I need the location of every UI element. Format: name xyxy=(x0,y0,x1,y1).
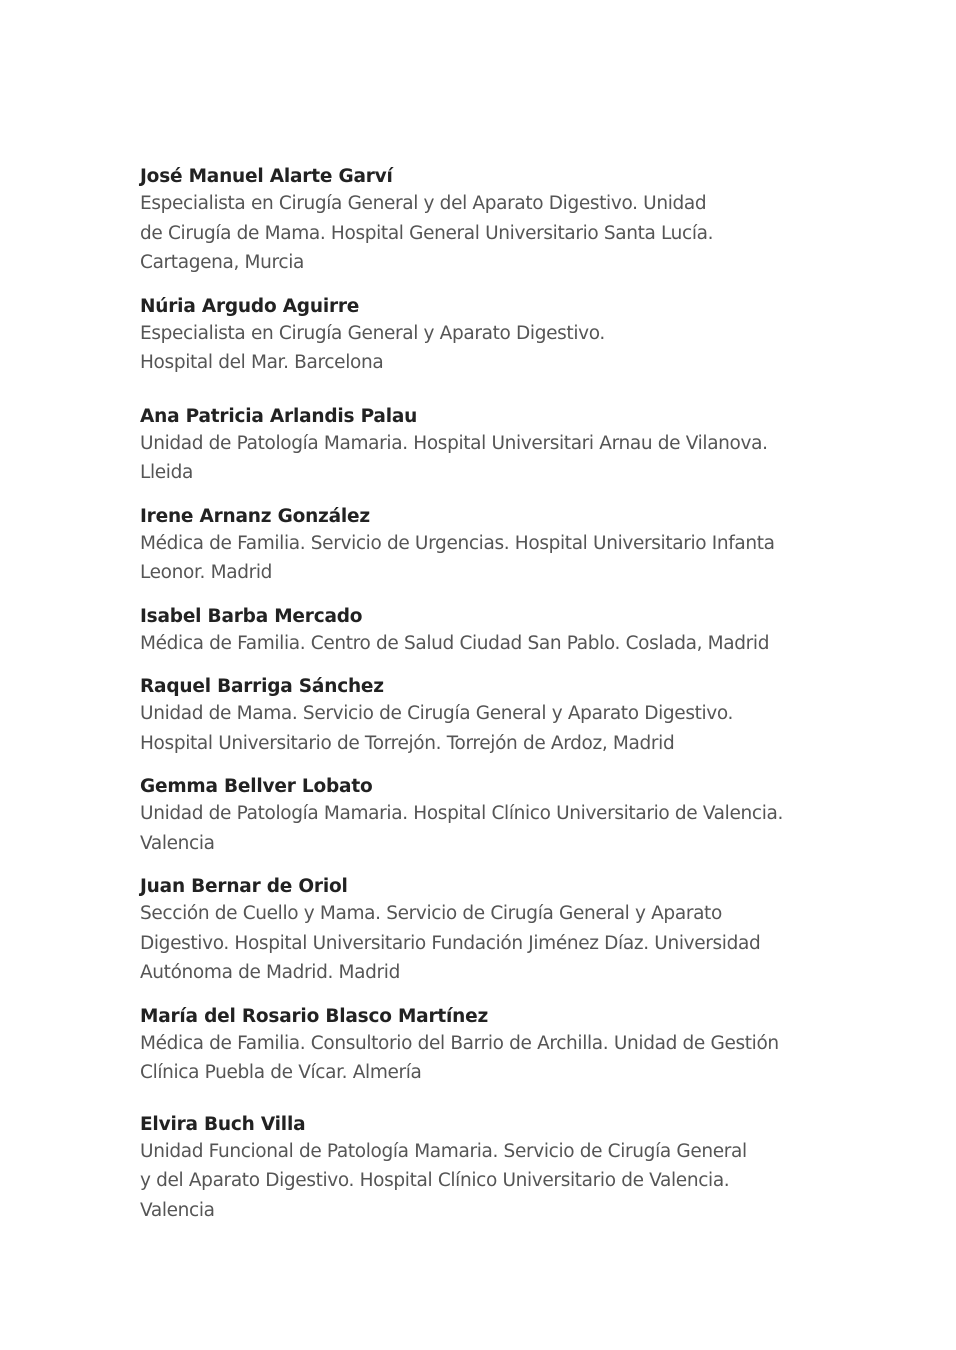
author-entry xyxy=(140,1113,830,1226)
author-entry xyxy=(140,165,830,278)
author-entry xyxy=(140,295,830,378)
author-affiliation xyxy=(140,1137,830,1226)
author-name: Ana Patricia Arlandis Palau xyxy=(140,405,418,427)
affiliation-line: Médica de Familia. Servicio de Urgencias. Hospital Universitario Infanta xyxy=(140,532,775,554)
author-affiliation xyxy=(140,699,830,758)
affiliation-line: Cartagena, Murcia xyxy=(140,252,304,273)
affiliation-line: Unidad Funcional de Patología Mamaria. Servicio de Cirugía General xyxy=(140,1140,747,1162)
author-name: Juan Bernar de Oriol xyxy=(140,876,348,897)
author-affiliation xyxy=(140,799,830,858)
author-affiliation xyxy=(140,899,830,988)
author-affiliation xyxy=(140,629,830,659)
author-affiliation xyxy=(140,189,830,278)
affiliation-line: Hospital Universitario de Torrejón. Torrejón de Ardoz, Madrid xyxy=(140,732,675,754)
affiliation-line: Médica de Familia. Centro de Salud Ciudad San Pablo. Coslada, Madrid xyxy=(140,632,770,654)
affiliation-line: Digestivo. Hospital Universitario Fundación Jiménez Díaz. Universidad xyxy=(140,932,761,954)
affiliation-line: Médica de Familia. Consultorio del Barrio de Archilla. Unidad de Gestión xyxy=(140,1032,779,1054)
affiliation-line: Unidad de Patología Mamaria. Hospital Universitari Arnau de Vilanova. xyxy=(140,432,768,454)
author-affiliation xyxy=(140,529,830,588)
affiliation-line: Hospital del Mar. Barcelona xyxy=(140,352,384,373)
affiliation-line: Leonor. Madrid xyxy=(140,562,273,583)
author-name: Isabel Barba Mercado xyxy=(140,605,363,627)
author-affiliation xyxy=(140,319,830,378)
affiliation-line: Autónoma de Madrid. Madrid xyxy=(140,962,400,983)
author-entry xyxy=(140,605,830,659)
author-affiliation xyxy=(140,429,830,488)
author-name: Raquel Barriga Sánchez xyxy=(140,676,384,697)
affiliation-line: Unidad de Mama. Servicio de Cirugía General y Aparato Digestivo. xyxy=(140,703,734,724)
author-name: Elvira Buch Villa xyxy=(140,1113,306,1135)
author-list xyxy=(140,165,830,1242)
author-name: Núria Argudo Aguirre xyxy=(140,295,360,317)
affiliation-line: Valencia xyxy=(140,832,215,854)
author-entry xyxy=(140,775,830,858)
author-entry xyxy=(140,875,830,988)
affiliation-line: Especialista en Cirugía General y Aparato Digestivo. xyxy=(140,322,605,344)
affiliation-line: Lleida xyxy=(140,462,193,483)
author-name: Gemma Bellver Lobato xyxy=(140,776,373,797)
affiliation-line: Especialista en Cirugía General y del Aparato Digestivo. Unidad xyxy=(140,193,707,214)
affiliation-line: Sección de Cuello y Mama. Servicio de Cirugía General y Aparato xyxy=(140,903,722,924)
affiliation-line: de Cirugía de Mama. Hospital General Universitario Santa Lucía. xyxy=(140,222,714,244)
author-name: José Manuel Alarte Garví xyxy=(140,166,393,187)
affiliation-line: y del Aparato Digestivo. Hospital Clínico Universitario de Valencia. xyxy=(140,1170,730,1191)
author-entry xyxy=(140,1005,830,1088)
author-name: María del Rosario Blasco Martínez xyxy=(140,1005,489,1027)
affiliation-line: Valencia xyxy=(140,1199,215,1221)
author-entry xyxy=(140,675,830,758)
author-name: Irene Arnanz González xyxy=(140,505,370,527)
author-entry xyxy=(140,405,830,488)
affiliation-line: Unidad de Patología Mamaria. Hospital Clínico Universitario de Valencia. xyxy=(140,803,783,824)
author-entry xyxy=(140,505,830,588)
author-affiliation xyxy=(140,1029,830,1088)
affiliation-line: Clínica Puebla de Vícar. Almería xyxy=(140,1062,422,1083)
